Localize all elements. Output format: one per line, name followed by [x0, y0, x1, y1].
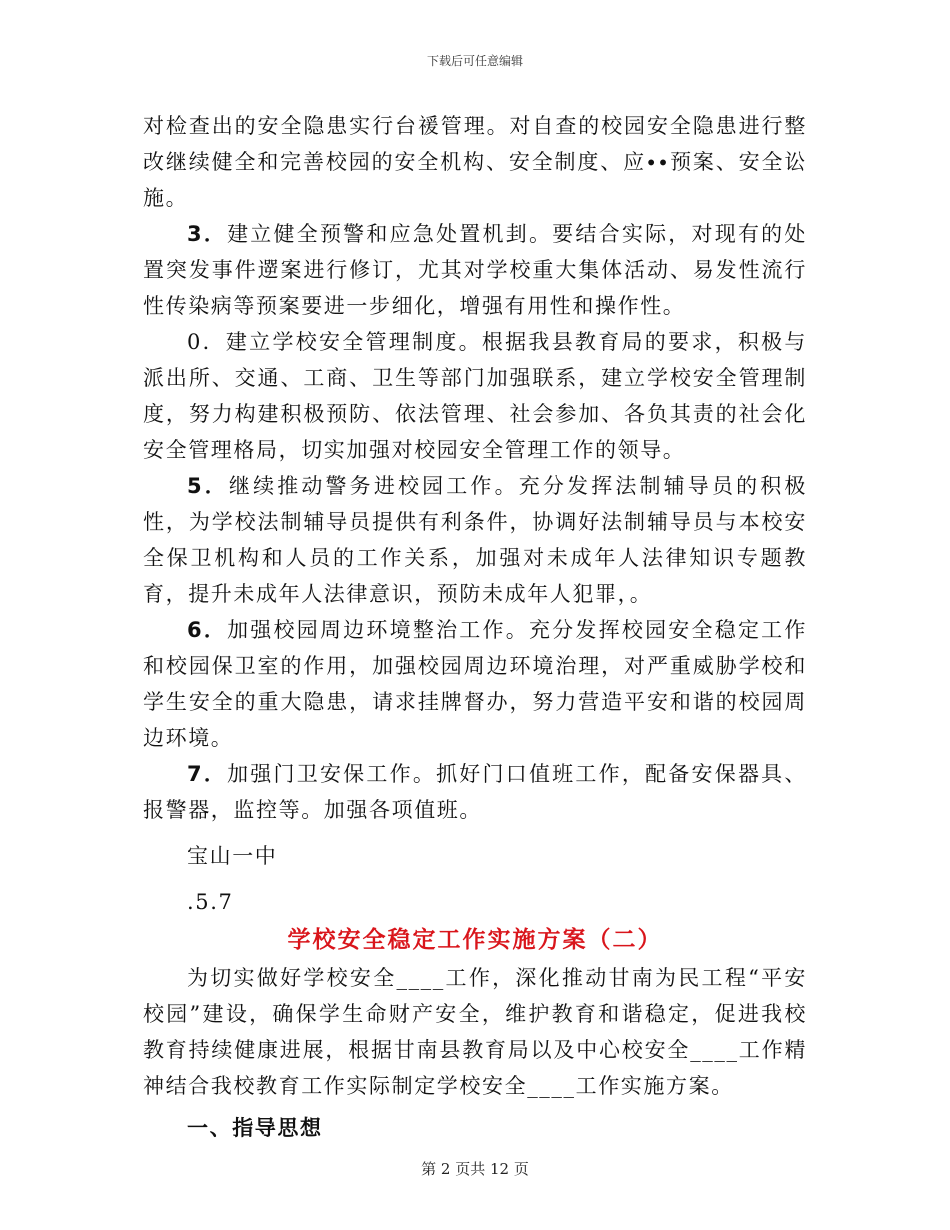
- paragraph-continuation: 对检查出的安全隐患实行台禐管理。对自查的校园安全隐患进行整改继续健全和完善校园的安全机构、安全制度、应∙∙预案、安全讼施。: [143, 114, 807, 210]
- paragraph-item-5: [143, 468, 807, 612]
- signature-date: .5.7: [187, 890, 234, 914]
- page-header: 下载后可任意编辑: [426, 54, 523, 68]
- item-text: 建立健全预警和应急处置机刲。要结合实际，对现有的处置突发事件遻案进行修订，尤其对学校重大集体活动、易发性流行性传染病等预案要进一步细化，增强有用性和操作性。: [143, 222, 808, 318]
- item-number: 6．: [187, 618, 228, 642]
- paragraph-item-3: [143, 216, 807, 324]
- item-number: 7．: [187, 762, 228, 786]
- paragraph-item-6: [143, 612, 807, 756]
- section-intro: 为切实做好学校安全____工作，深化推动甘南为民工程“平安校园”建设，确保学生命财产安全，维护教育和谐稳定，促进我校教育持续健康进展，根据甘南县教育局以及中心校安全____工作精神结合我校教育工作实际制定学校安全____工作实施方案。: [143, 966, 807, 1098]
- item-number: 3．: [187, 222, 228, 246]
- item-text: 加强校园周边环境整治工作。充分发挥校园安全稳定工作和校园保卫室的作用，加强校园周边环境治理，对严重威胁学校和学生安全的重大隐患，请求挂牌督办，努力营造平安和谐的校园周边环境。: [143, 618, 808, 750]
- section-title: 学校安全稳定工作实施方案（二）: [287, 926, 663, 953]
- signature-school: 宝山一中: [187, 844, 278, 868]
- page-footer: 第 2 页共 12 页: [421, 1160, 529, 1178]
- paragraph-item-0: [143, 324, 807, 468]
- paragraph-item-7: [143, 756, 807, 828]
- item-text: 建立学校安全管理制度。根据我县教育局的要求，积极与派出所、交通、工商、卫生等部门加强联系，建立学校安全管理制度，努力构建积极预防、依法管理、社会参加、各负其责的社会化安全管理格局，切实加强对校园安全管理工作的领导。: [143, 330, 807, 462]
- item-number: 0．: [187, 330, 226, 354]
- section-heading: 一、指导思想: [187, 1115, 323, 1140]
- document-body: [143, 108, 807, 1146]
- item-text: 继续推动警务进校园工作。充分发挥法制辅导员的积极性，为学校法制辅导员提供有利条件，协调好法制辅导员与本校安全保卫机构和人员的工作关系，加强对未成年人法律知识专题教育，提升未成年人法律意识，预防未成年人犯罪，。: [143, 474, 807, 606]
- item-text: 加强门卫安保工作。抓好门口值班工作，配备安保器具、报警器，监控等。加强各项值班。: [143, 762, 808, 822]
- item-number: 5．: [187, 474, 229, 498]
